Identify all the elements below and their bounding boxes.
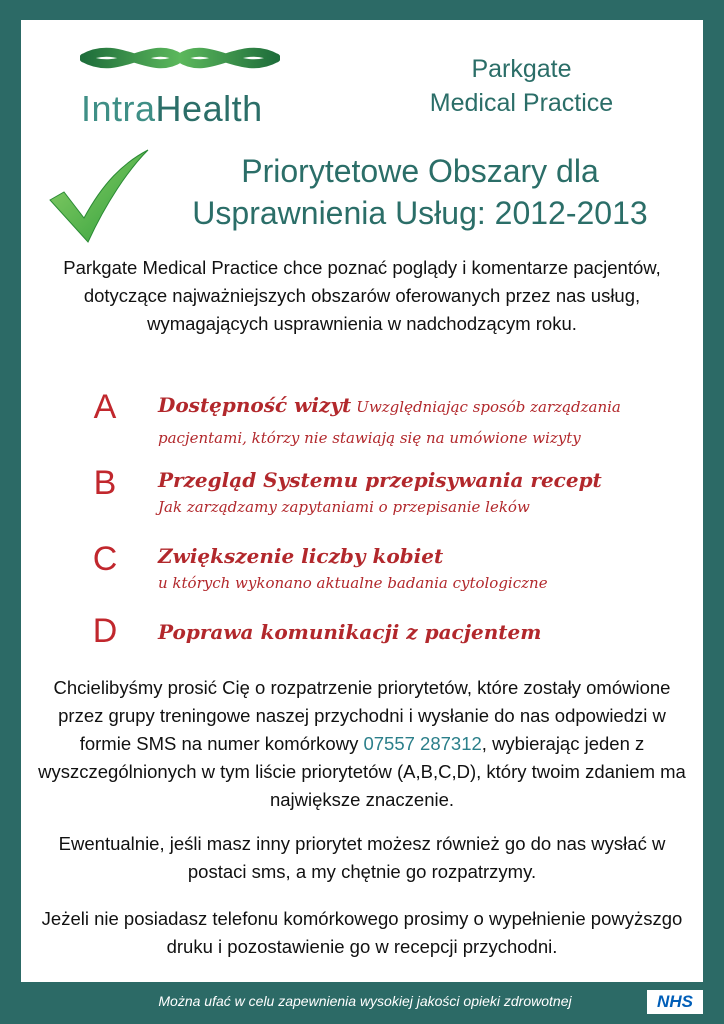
- instructions-paragraph: [36, 674, 688, 814]
- title-line2: Usprawnienia Usług: 2012-2013: [192, 195, 648, 231]
- footer-tagline: Można ufać w celu zapewnienia wysokiej jakości opieki zdrowotnej: [158, 993, 572, 1009]
- instructions-text-1: Chcielibyśmy prosić Cię o rozpatrzenie priorytetów, które zostały omówione przez grupy treningowe naszej przychodni i wysłanie do nas odpowiedzi w formie SMS na numer komórkowy: [53, 677, 671, 754]
- nhs-logo: NHS: [647, 990, 703, 1014]
- priority-item-a: [158, 392, 668, 454]
- practice-line2: Medical Practice: [429, 89, 614, 117]
- priority-head-b: Przegląd Systemu przepisywania recept: [158, 468, 602, 492]
- intro-text: Parkgate Medical Practice chce poznać poglądy i komentarze pacjentów, dotyczące najważniejszych obszarów oferowanych przez nas usług, wymagających usprawnienia w nadchodzącym roku.: [63, 257, 661, 334]
- priority-item-b: [158, 468, 668, 523]
- priority-item-c: [158, 544, 668, 599]
- practice-line1: Parkgate: [471, 55, 572, 83]
- priority-desc-a: pacjentami, którzy nie stawiają się na umówione wizyty: [158, 429, 581, 447]
- sms-phone-number: 07557 287312: [363, 733, 482, 754]
- priority-letter-c: C: [92, 540, 118, 578]
- no-phone-paragraph: Jeżeli nie posiadasz telefonu komórkowego prosimy o wypełnienie powyższgo druku i pozostawienie go w recepcji przychodni.: [41, 908, 683, 957]
- logo-wordmark: [81, 88, 263, 130]
- instructions-text-2: , wybierając jeden z wyszczególnionych w tym liście priorytetów (A,B,C,D), który twoim zdaniem ma największe znaczenie.: [38, 733, 686, 810]
- title-line1: Priorytetowe Obszary dla: [241, 153, 599, 189]
- priority-desc-c: u których wykonano aktualne badania cytologiczne: [158, 574, 548, 592]
- logo-word-health: Health: [155, 88, 263, 129]
- priority-head-a: Dostępność wizyt: [158, 393, 352, 417]
- priority-head-c: Zwiększenie liczby kobiet: [158, 544, 444, 568]
- priority-head-d: Poprawa komunikacji z pacjentem: [158, 620, 542, 644]
- priority-letter-b: B: [93, 464, 117, 502]
- priority-letter-a: A: [93, 388, 117, 426]
- checkmark-icon: [48, 148, 150, 244]
- priority-item-d: [158, 620, 668, 644]
- logo-word-intra: Intra: [81, 88, 156, 129]
- priority-inline-a: Uwzględniając sposób zarządzania: [356, 398, 621, 416]
- practice-name: [400, 52, 643, 120]
- page-title: [160, 150, 680, 234]
- alternative-paragraph: Ewentualnie, jeśli masz inny priorytet możesz również go do nas wysłać w postaci sms, a my chętnie go rozpatrzymy.: [58, 833, 666, 882]
- priority-letter-d: D: [92, 612, 118, 650]
- priority-desc-b: Jak zarządzamy zapytaniami o przepisanie leków: [158, 498, 530, 516]
